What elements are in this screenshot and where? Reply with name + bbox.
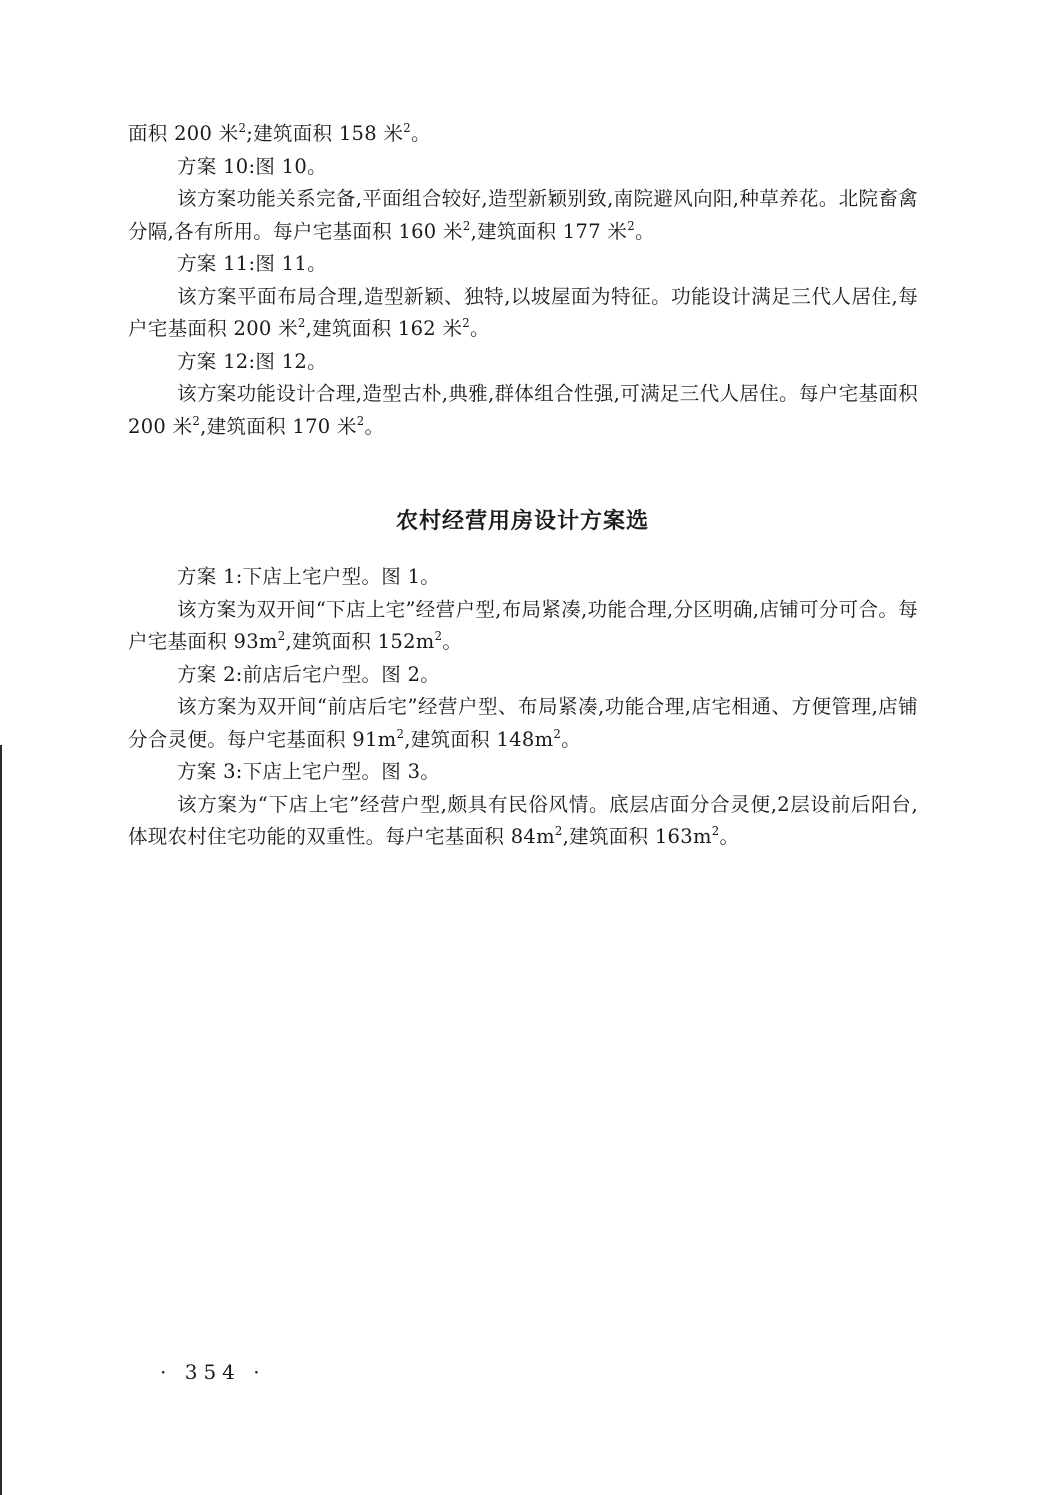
section-title: 农村经营用房设计方案选 [395, 509, 649, 534]
shop-plan-1-heading: 方案 1:下店上宅户型。图 1。 [177, 565, 441, 588]
shop-plan-1-description: 该方案为双开间“下店上宅”经营户型,布局紧凑,功能合理,分区明确,店铺可分可合。每户宅基面积 $93m^2$,建筑面积 $152m^2$。 [128, 597, 918, 653]
paragraph-continued: 面积 200 米$^2$;建筑面积 158 米$^2$。 [128, 120, 431, 145]
shop-plan-2-description: 该方案为双开间“前店后宅”经营户型、布局紧凑,功能合理,店宅相通、方便管理,店铺分合灵便。每户宅基面积 $91m^2$,建筑面积 $148m^2$。 [128, 695, 918, 751]
plan-10-heading: 方案 10:图 10。 [177, 154, 327, 178]
text-block-bottom [128, 561, 918, 854]
plan-11-heading: 方案 11:图 11。 [177, 252, 327, 275]
shop-plan-2-heading: 方案 2:前店后宅户型。图 2。 [177, 662, 441, 686]
plan-10-description: 该方案功能关系完备,平面组合较好,造型新颖别致,南院避风向阳,种草养花。北院畜禽分隔,各有所用。每户宅基面积 160 米$^2$,建筑面积 177 米$^2$。 [128, 187, 918, 243]
plan-11-description: 该方案平面布局合理,造型新颖、独特,以坡屋面为特征。功能设计满足三代人居住,每户宅基面积 200 米$^2$,建筑面积 162 米$^2$。 [128, 284, 918, 340]
page-number: · 354 · [160, 1360, 266, 1384]
shop-plan-3-heading: 方案 3:下店上宅户型。图 3。 [177, 760, 441, 783]
plan-12-description: 该方案功能设计合理,造型古朴,典雅,群体组合性强,可满足三代人居住。每户宅基面积 200 米$^2$,建筑面积 170 米$^2$。 [128, 382, 918, 438]
shop-plan-3-description: 该方案为“下店上宅”经营户型,颇具有民俗风情。底层店面分合灵便,2层设前后阳台,体现农村住宅功能的双重性。每户宅基面积 $84m^2$,建筑面积 $163m^2$。 [128, 792, 918, 848]
page-edge-line [0, 745, 2, 1495]
plan-12-heading: 方案 12:图 12。 [177, 349, 327, 373]
text-block-top [128, 118, 918, 443]
